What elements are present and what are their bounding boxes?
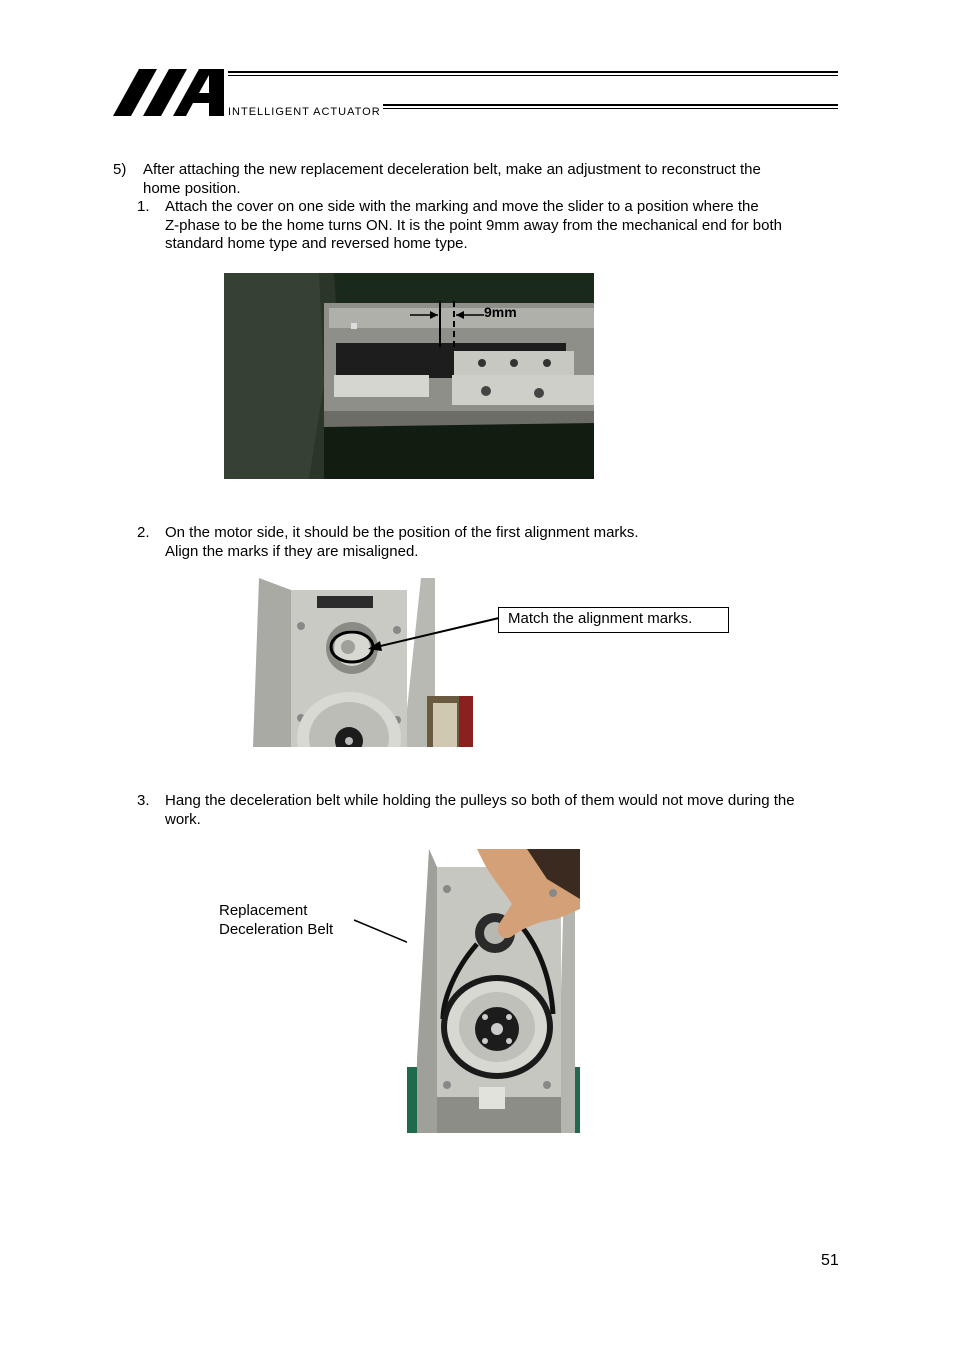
substep-3-number: 3.: [137, 792, 150, 809]
belt-photo-image: [407, 849, 580, 1133]
step-5-line-1: After attaching the new replacement deceleration belt, make an adjustment to reconstruct the: [143, 161, 761, 178]
substep-1-line-1: Attach the cover on one side with the marking and move the slider to a position where the: [165, 198, 759, 215]
substep-2-line-2: Align the marks if they are misaligned.: [165, 542, 419, 560]
header-rule-top-2: [228, 75, 838, 76]
substep-2-number: 2.: [137, 524, 150, 541]
logo-text: INTELLIGENT ACTUATOR: [228, 106, 381, 118]
page-number: 51: [821, 1252, 839, 1269]
substep-3-line-2: work.: [165, 810, 201, 828]
substep-1-line-2: Z-phase to be the home turns ON. It is the point 9mm away from the mechanical end for both: [165, 216, 782, 234]
slider-photo: [224, 273, 594, 479]
fig1-label-9mm: 9mm: [484, 304, 517, 320]
substep-1-number: 1.: [137, 198, 150, 215]
substep-2-line-1: On the motor side, it should be the position of the first alignment marks.: [165, 524, 639, 541]
substep-1-line-3: standard home type and reversed home type.: [165, 235, 468, 252]
step-5-number: 5): [113, 161, 127, 178]
fig3-label-line-1: Replacement: [219, 902, 308, 919]
slider-photo-image: [224, 273, 594, 479]
motor-side-photo-image: [253, 578, 473, 747]
belt-photo: [407, 849, 580, 1133]
fig3-label-line-2: Deceleration Belt: [219, 921, 334, 938]
fig2-callout-text: Match the alignment marks.: [508, 610, 693, 627]
fig2-callout-box: [498, 607, 729, 633]
step-5-line-2: home position.: [143, 179, 241, 197]
header-rule-bottom-2: [383, 108, 838, 109]
header-rule-bottom-1: [383, 104, 838, 106]
fig2-callout-arrow: [360, 610, 505, 660]
iai-logo-icon: [113, 69, 225, 117]
substep-3-line-1: Hang the deceleration belt while holding the pulleys so both of them would not move during the: [165, 792, 795, 809]
motor-side-photo: [253, 578, 473, 747]
header-rule-top-1: [228, 71, 838, 73]
